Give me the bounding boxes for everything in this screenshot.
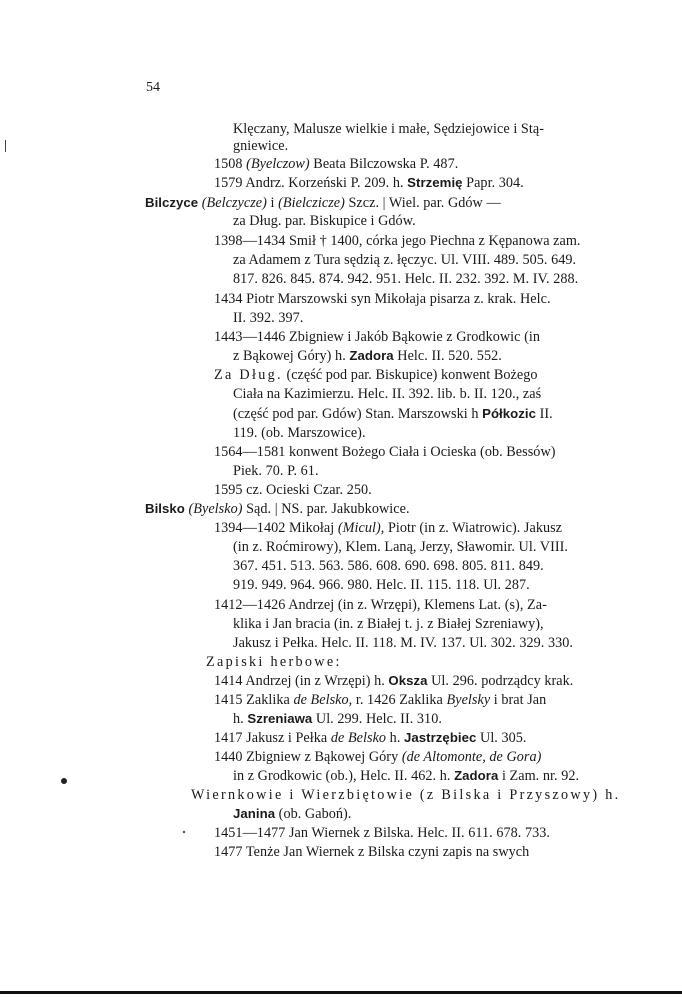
text-line: II. 392. 397. — [233, 310, 304, 326]
margin-dot-mark — [60, 773, 68, 789]
text-line: Wiernkowie i Wierzbiętowie (z Bilska i Przyszowy) h. — [191, 787, 621, 803]
text-line: 1412—1426 Andrzej (in z. Wrzępi), Klemens Lat. (s), Za- — [214, 597, 547, 613]
text-line: Za Dług. (część pod par. Biskupice) konwent Bożego — [214, 367, 538, 383]
margin-dot-mark — [182, 822, 186, 838]
text-line: 1394—1402 Mikołaj (Micul), Piotr (in z. Wiatrowic). Jakusz — [214, 520, 563, 536]
entry-title: Bilczyce — [145, 195, 199, 210]
text-line: 1443—1446 Zbigniew i Jakób Bąkowie z Grodkowic (in — [214, 329, 540, 345]
entry-title: Bilsko — [145, 501, 185, 516]
entry-heading: Bilsko (Byelsko) Sąd. | NS. par. Jakubkowice. — [145, 501, 410, 517]
text-line: klika i Jan bracia (in. z Białej t. j. z Białej Szreniawy), — [233, 616, 544, 632]
text-line: 119. (ob. Marszowice). — [233, 425, 366, 441]
text-line: 817. 826. 845. 874. 942. 951. Helc. II. 232. 392. M. IV. 288. — [233, 271, 579, 287]
text-line: (część pod par. Gdów) Stan. Marszowski h Półkozic II. — [233, 406, 553, 422]
entry-heading: Bilczyce (Belczycze) i (Bielczicze) Szcz. | Wiel. par. Gdów — — [145, 195, 501, 211]
text-line: 1451—1477 Jan Wiernek z Bilska. Helc. II. 611. 678. 733. — [214, 825, 550, 841]
text-line: 1414 Andrzej (in z Wrzępi) h. Oksza Ul. 296. podrządcy krak. — [214, 673, 574, 689]
tick-icon — [4, 140, 7, 152]
dot-icon — [182, 830, 186, 834]
text-line: 367. 451. 513. 563. 586. 608. 690. 698. 805. 811. 849. — [233, 558, 544, 574]
text-line: 1415 Zaklika de Belsko, r. 1426 Zaklika Byelsky i brat Jan — [214, 692, 547, 708]
page-bottom-edge — [0, 991, 682, 994]
section-label: Zapiski herbowe: — [206, 654, 342, 670]
text-line: 1417 Jakusz i Pełka de Belsko h. Jastrzębiec Ul. 305. — [214, 730, 527, 746]
page-number: 54 — [146, 80, 160, 95]
margin-tick-mark — [4, 140, 7, 155]
text-line: 1595 cz. Ocieski Czar. 250. — [214, 482, 372, 498]
dot-icon — [60, 777, 68, 785]
text-line: Ciała na Kazimierzu. Helc. II. 392. lib. b. II. 120., zaś — [233, 386, 542, 402]
text-line: 919. 949. 964. 966. 980. Helc. II. 115. 118. Ul. 287. — [233, 577, 530, 593]
text-line: in z Grodkowic (ob.), Helc. II. 462. h. Zadora i Zam. nr. 92. — [233, 768, 580, 784]
text-line: z Bąkowej Góry) h. Zadora Helc. II. 520. 552. — [233, 348, 502, 364]
text-line: Piek. 70. P. 61. — [233, 463, 319, 479]
text-line: Klęczany, Malusze wielkie i małe, Sędziejowice i Stą- — [233, 121, 544, 137]
text-line: za Adamem z Tura sędzią z. łęczyc. Ul. VIII. 489. 505. 649. — [233, 252, 577, 268]
text-line: 1398—1434 Smił † 1400, córka jego Piechna z Kępanowa zam. — [214, 233, 581, 249]
text-line: Janina (ob. Gaboń). — [233, 806, 352, 822]
text-line: za Dług. par. Biskupice i Gdów. — [233, 213, 416, 229]
text-line: gniewice. — [233, 138, 289, 154]
text-line: 1508 (Byelczow) Beata Bilczowska P. 487. — [214, 156, 459, 172]
text-line: (in z. Roćmirowy), Klem. Laną, Jerzy, Sławomir. Ul. VIII. — [233, 539, 568, 555]
text-line: 1434 Piotr Marszowski syn Mikołaja pisarza z. krak. Helc. — [214, 291, 551, 307]
text-line: h. Szreniawa Ul. 299. Helc. II. 310. — [233, 711, 442, 727]
text-line: Jakusz i Pełka. Helc. II. 118. M. IV. 137. Ul. 302. 329. 330. — [233, 635, 573, 651]
text-line: 1477 Tenże Jan Wiernek z Bilska czyni zapis na swych — [214, 844, 530, 860]
text-line: 1579 Andrz. Korzeński P. 209. h. Strzemię Papr. 304. — [214, 175, 524, 191]
text-line: 1564—1581 konwent Bożego Ciała i Ocieska (ob. Bessów) — [214, 444, 556, 460]
text-line: 1440 Zbigniew z Bąkowej Góry (de Altomonte, de Gora) — [214, 749, 542, 765]
